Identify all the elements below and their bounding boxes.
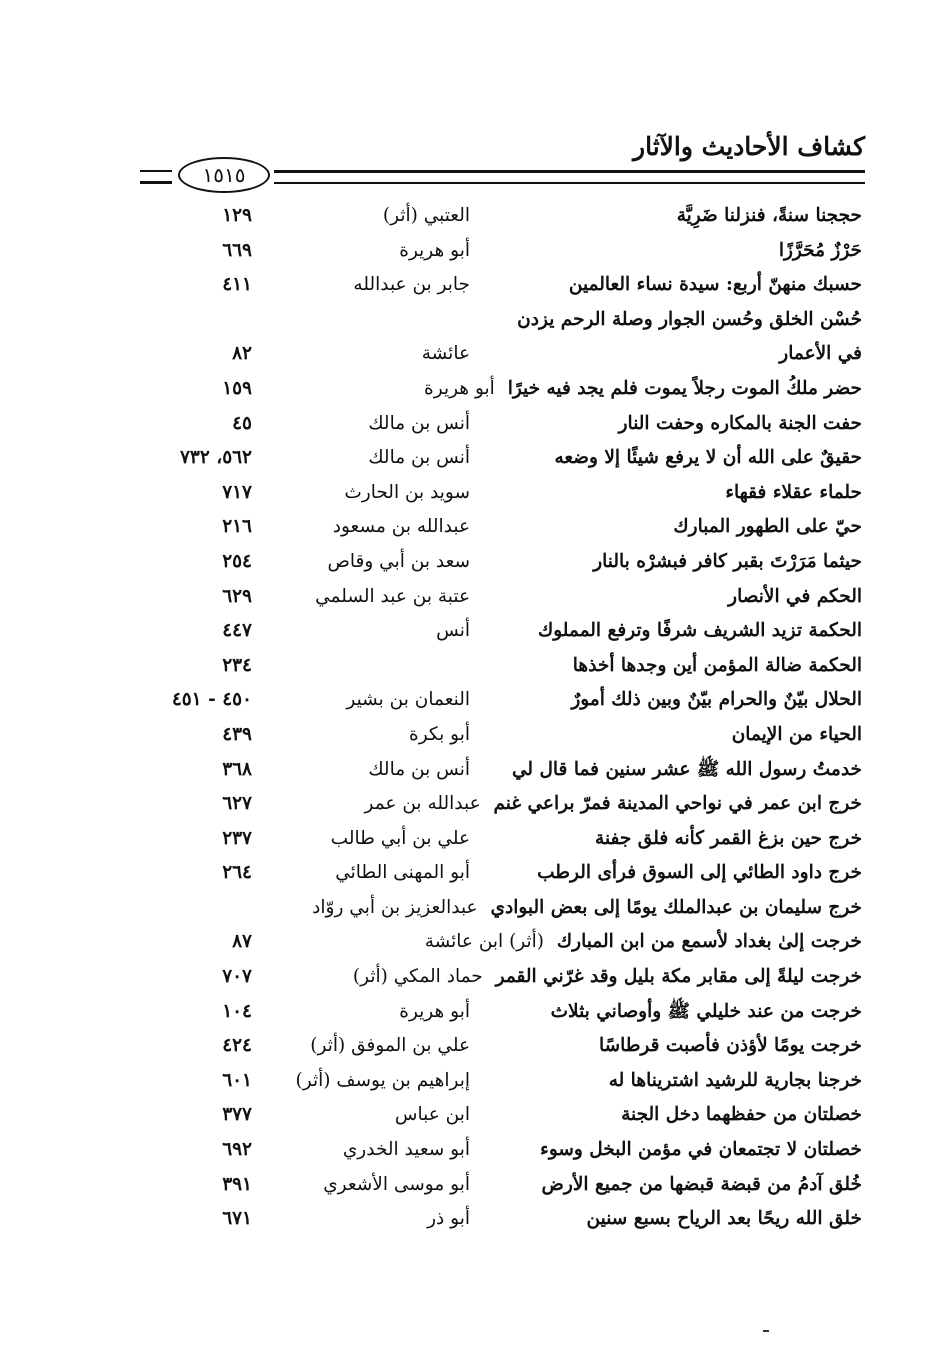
index-entry bbox=[140, 894, 862, 929]
entry-narrator: أبو هريرة bbox=[399, 1000, 470, 1022]
index-entry bbox=[140, 548, 862, 583]
entry-narrator: علي بن أبي طالب bbox=[330, 827, 470, 849]
entry-page: ٨٧ bbox=[232, 931, 252, 953]
entry-narrator: عبدالعزيز بن أبي روّاد bbox=[312, 896, 478, 918]
entry-text: خدمتُ رسول الله ﷺ عشر سنين فما قال لي bbox=[511, 758, 862, 780]
entry-text: خرج سليمان بن عبدالملك يومًا إلى بعض البوادي bbox=[490, 896, 862, 918]
entry-text: خرجت من عند خليلي ﷺ وأوصاني بثلاث bbox=[550, 1000, 862, 1022]
entry-page: ٦٧١ bbox=[222, 1208, 252, 1230]
entry-text: خُلق آدمُ من قبضة قبضها من جميع الأرض bbox=[541, 1173, 862, 1195]
entry-narrator: حماد المكي (أثر) bbox=[352, 966, 483, 988]
entry-narrator: (أثر) ابن عائشة bbox=[424, 931, 545, 953]
entry-text: خرجت ليلةً إلى مقابر مكة بليل وقد غرّني القمر bbox=[495, 966, 862, 988]
index-entry bbox=[140, 928, 862, 963]
entry-text: خرجت إلىٰ بغداد لأسمع من ابن المبارك bbox=[556, 931, 862, 953]
entry-narrator: العتبي (أثر) bbox=[382, 205, 470, 226]
page-header bbox=[140, 132, 865, 190]
entry-text: الحياء من الإيمان bbox=[731, 723, 862, 745]
index-entry bbox=[140, 790, 862, 825]
index-entry bbox=[140, 998, 862, 1033]
index-list bbox=[140, 202, 862, 1240]
entry-page: ٤٥٠ - ٤٥١ bbox=[171, 689, 252, 711]
entry-text: حيّ على الطهور المبارك bbox=[673, 516, 862, 538]
entry-text: خرجنا بجارية للرشيد اشتريناها له bbox=[608, 1069, 862, 1091]
entry-text: في الأعمار bbox=[779, 343, 862, 365]
entry-narrator: النعمان بن بشير bbox=[346, 689, 470, 711]
entry-text: الحكمة ضالة المؤمن أين وجدها أخذها bbox=[572, 654, 862, 676]
entry-narrator: أنس بن مالك bbox=[368, 412, 470, 434]
index-entry bbox=[140, 756, 862, 791]
entry-page: ٤٢٤ bbox=[222, 1035, 252, 1057]
entry-text: خرج داود الطائي إلى السوق فرأى الرطب bbox=[537, 862, 862, 884]
entry-page: ١٥٩ bbox=[222, 377, 252, 399]
entry-narrator: سعد بن أبي وقاص bbox=[327, 550, 470, 572]
index-entry bbox=[140, 237, 862, 272]
entry-text: حفت الجنة بالمكاره وحفت النار bbox=[618, 412, 862, 434]
entry-narrator: أنس bbox=[436, 620, 470, 642]
entry-narrator: أبو ذر bbox=[427, 1208, 470, 1230]
entry-page: ٤٤٧ bbox=[222, 620, 252, 642]
entry-page: ٣٩١ bbox=[222, 1173, 252, 1195]
entry-page: ٤٥ bbox=[232, 412, 252, 434]
entry-text: حَرْزٌ مُحَرَّزًا bbox=[778, 239, 862, 261]
index-entry bbox=[140, 410, 862, 445]
index-entry bbox=[140, 825, 862, 860]
entry-narrator: أبو موسى الأشعري bbox=[323, 1173, 470, 1195]
index-entry bbox=[140, 686, 862, 721]
entry-page: ٢٥٤ bbox=[222, 550, 252, 572]
footer-mark bbox=[763, 1330, 769, 1332]
entry-page: ٣٧٧ bbox=[222, 1104, 252, 1126]
entry-text: خلق الله ريحًا بعد الرياح بسبع سنين bbox=[586, 1208, 862, 1230]
entry-text: حلماء عقلاء فقهاء bbox=[725, 481, 862, 503]
entry-text: الحكمة تزيد الشريف شرفًا وترفع المملوك bbox=[537, 620, 862, 642]
header-rule-left bbox=[140, 170, 172, 184]
entry-page: ١٢٩ bbox=[222, 205, 252, 226]
index-entry bbox=[140, 306, 862, 341]
entry-page: ٢٦٤ bbox=[222, 862, 252, 884]
index-entry bbox=[140, 444, 862, 479]
entry-page: ٧٠٧ bbox=[222, 966, 252, 988]
entry-text: الحكم في الأنصار bbox=[728, 585, 862, 607]
entry-text: حججنا سنةً، فنزلنا ضَرِيَّة bbox=[676, 205, 862, 226]
index-entry bbox=[140, 479, 862, 514]
entry-line bbox=[353, 966, 862, 987]
entry-page: ٧١٧ bbox=[222, 481, 252, 503]
entry-page: ٦٢٩ bbox=[222, 585, 252, 607]
entry-page: ٤١١ bbox=[222, 274, 252, 296]
entry-narrator: أبو سعيد الخدري bbox=[342, 1139, 470, 1161]
entry-text: خصلتان لا تجتمعان في مؤمن البخل وسوء bbox=[540, 1139, 862, 1161]
entry-narrator: عتبة بن عبد السلمي bbox=[315, 585, 470, 607]
entry-page: ١٠٤ bbox=[222, 1000, 252, 1022]
entry-narrator: أنس بن مالك bbox=[368, 447, 470, 469]
entry-narrator: أبو هريرة bbox=[424, 377, 495, 399]
entry-text: حقيقٌ على الله أن لا يرفع شيئًا إلا وضعه bbox=[554, 447, 862, 469]
entry-narrator: أبو هريرة bbox=[399, 239, 470, 261]
entry-narrator: أبو المهنى الطائي bbox=[335, 862, 470, 884]
entry-narrator: أنس بن مالك bbox=[368, 758, 470, 780]
page-number-oval bbox=[178, 157, 270, 193]
entry-narrator: جابر بن عبدالله bbox=[353, 274, 470, 296]
entry-narrator: عائشة bbox=[421, 343, 470, 365]
index-entry bbox=[140, 617, 862, 652]
entry-text: خرجت يومًا لأؤذن فأصبت قرطاسًا bbox=[598, 1035, 862, 1057]
entry-page: ٦٢٧ bbox=[222, 793, 252, 815]
index-entry bbox=[140, 1032, 862, 1067]
entry-page: ٤٣٩ bbox=[222, 723, 252, 745]
index-entry bbox=[140, 202, 862, 237]
entry-text: خصلتان من حفظهما دخل الجنة bbox=[621, 1104, 862, 1126]
index-entry bbox=[140, 271, 862, 306]
entry-page: ٦٦٩ bbox=[222, 239, 252, 261]
index-entry bbox=[140, 375, 862, 410]
entry-text: الحلال بيّنٌ والحرام بيّنٌ وبين ذلك أمورٌ bbox=[571, 689, 862, 711]
entry-narrator: أبو بكرة bbox=[409, 723, 470, 745]
entry-line bbox=[425, 931, 862, 952]
entry-page: ٢١٦ bbox=[222, 516, 252, 538]
index-entry bbox=[140, 1136, 862, 1171]
entry-text: حُسْن الخلق وحُسن الجوار وصلة الرحم يزدن bbox=[517, 308, 862, 330]
page-number: ١٥١٥ bbox=[202, 163, 246, 187]
header-rule-right bbox=[274, 170, 865, 184]
entry-page: ٦٠١ bbox=[222, 1069, 252, 1091]
entry-narrator: ابن عباس bbox=[394, 1104, 470, 1126]
entry-narrator: إبراهيم بن يوسف (أثر) bbox=[295, 1069, 470, 1091]
entry-page: ٨٢ bbox=[232, 343, 252, 365]
index-entry bbox=[140, 583, 862, 618]
index-entry bbox=[140, 859, 862, 894]
index-entry bbox=[140, 1101, 862, 1136]
entry-narrator: سويد بن الحارث bbox=[344, 481, 470, 503]
entry-text: حيثما مَرَرْتَ بقبر كافر فبشرْه بالنار bbox=[593, 550, 862, 572]
entry-text: خرج حين بزغ القمر كأنه فلق جفنة bbox=[595, 827, 862, 849]
entry-page: ٢٣٤ bbox=[222, 654, 252, 676]
entry-narrator: علي بن الموفق (أثر) bbox=[310, 1035, 470, 1057]
index-entry bbox=[140, 963, 862, 998]
entry-page: ٢٣٧ bbox=[222, 827, 252, 849]
index-entry bbox=[140, 721, 862, 756]
entry-narrator: عبدالله بن عمر bbox=[364, 793, 481, 815]
entry-page: ٣٦٨ bbox=[222, 758, 252, 780]
entry-page: ٦٩٢ bbox=[222, 1139, 252, 1161]
index-entry bbox=[140, 1171, 862, 1206]
index-entry bbox=[140, 652, 862, 687]
entry-text: خرج ابن عمر في نواحي المدينة فمرّ براعي غنم bbox=[493, 793, 862, 815]
entry-line bbox=[365, 793, 862, 814]
header-title: كشاف الأحاديث والآثار bbox=[633, 132, 865, 161]
entry-text: حضر ملكُ الموت رجلاً يموت فلم يجد فيه خيرًا bbox=[507, 377, 862, 399]
entry-page: ٥٦٢، ٧٣٢ bbox=[179, 447, 252, 469]
index-entry bbox=[140, 340, 862, 375]
index-entry bbox=[140, 1067, 862, 1102]
entry-line bbox=[312, 897, 862, 918]
entry-narrator: عبدالله بن مسعود bbox=[332, 516, 470, 538]
entry-line bbox=[424, 378, 862, 399]
index-entry bbox=[140, 513, 862, 548]
index-entry bbox=[140, 1205, 862, 1240]
entry-text: حسبك منهنّ أربع: سيدة نساء العالمين bbox=[568, 274, 862, 296]
